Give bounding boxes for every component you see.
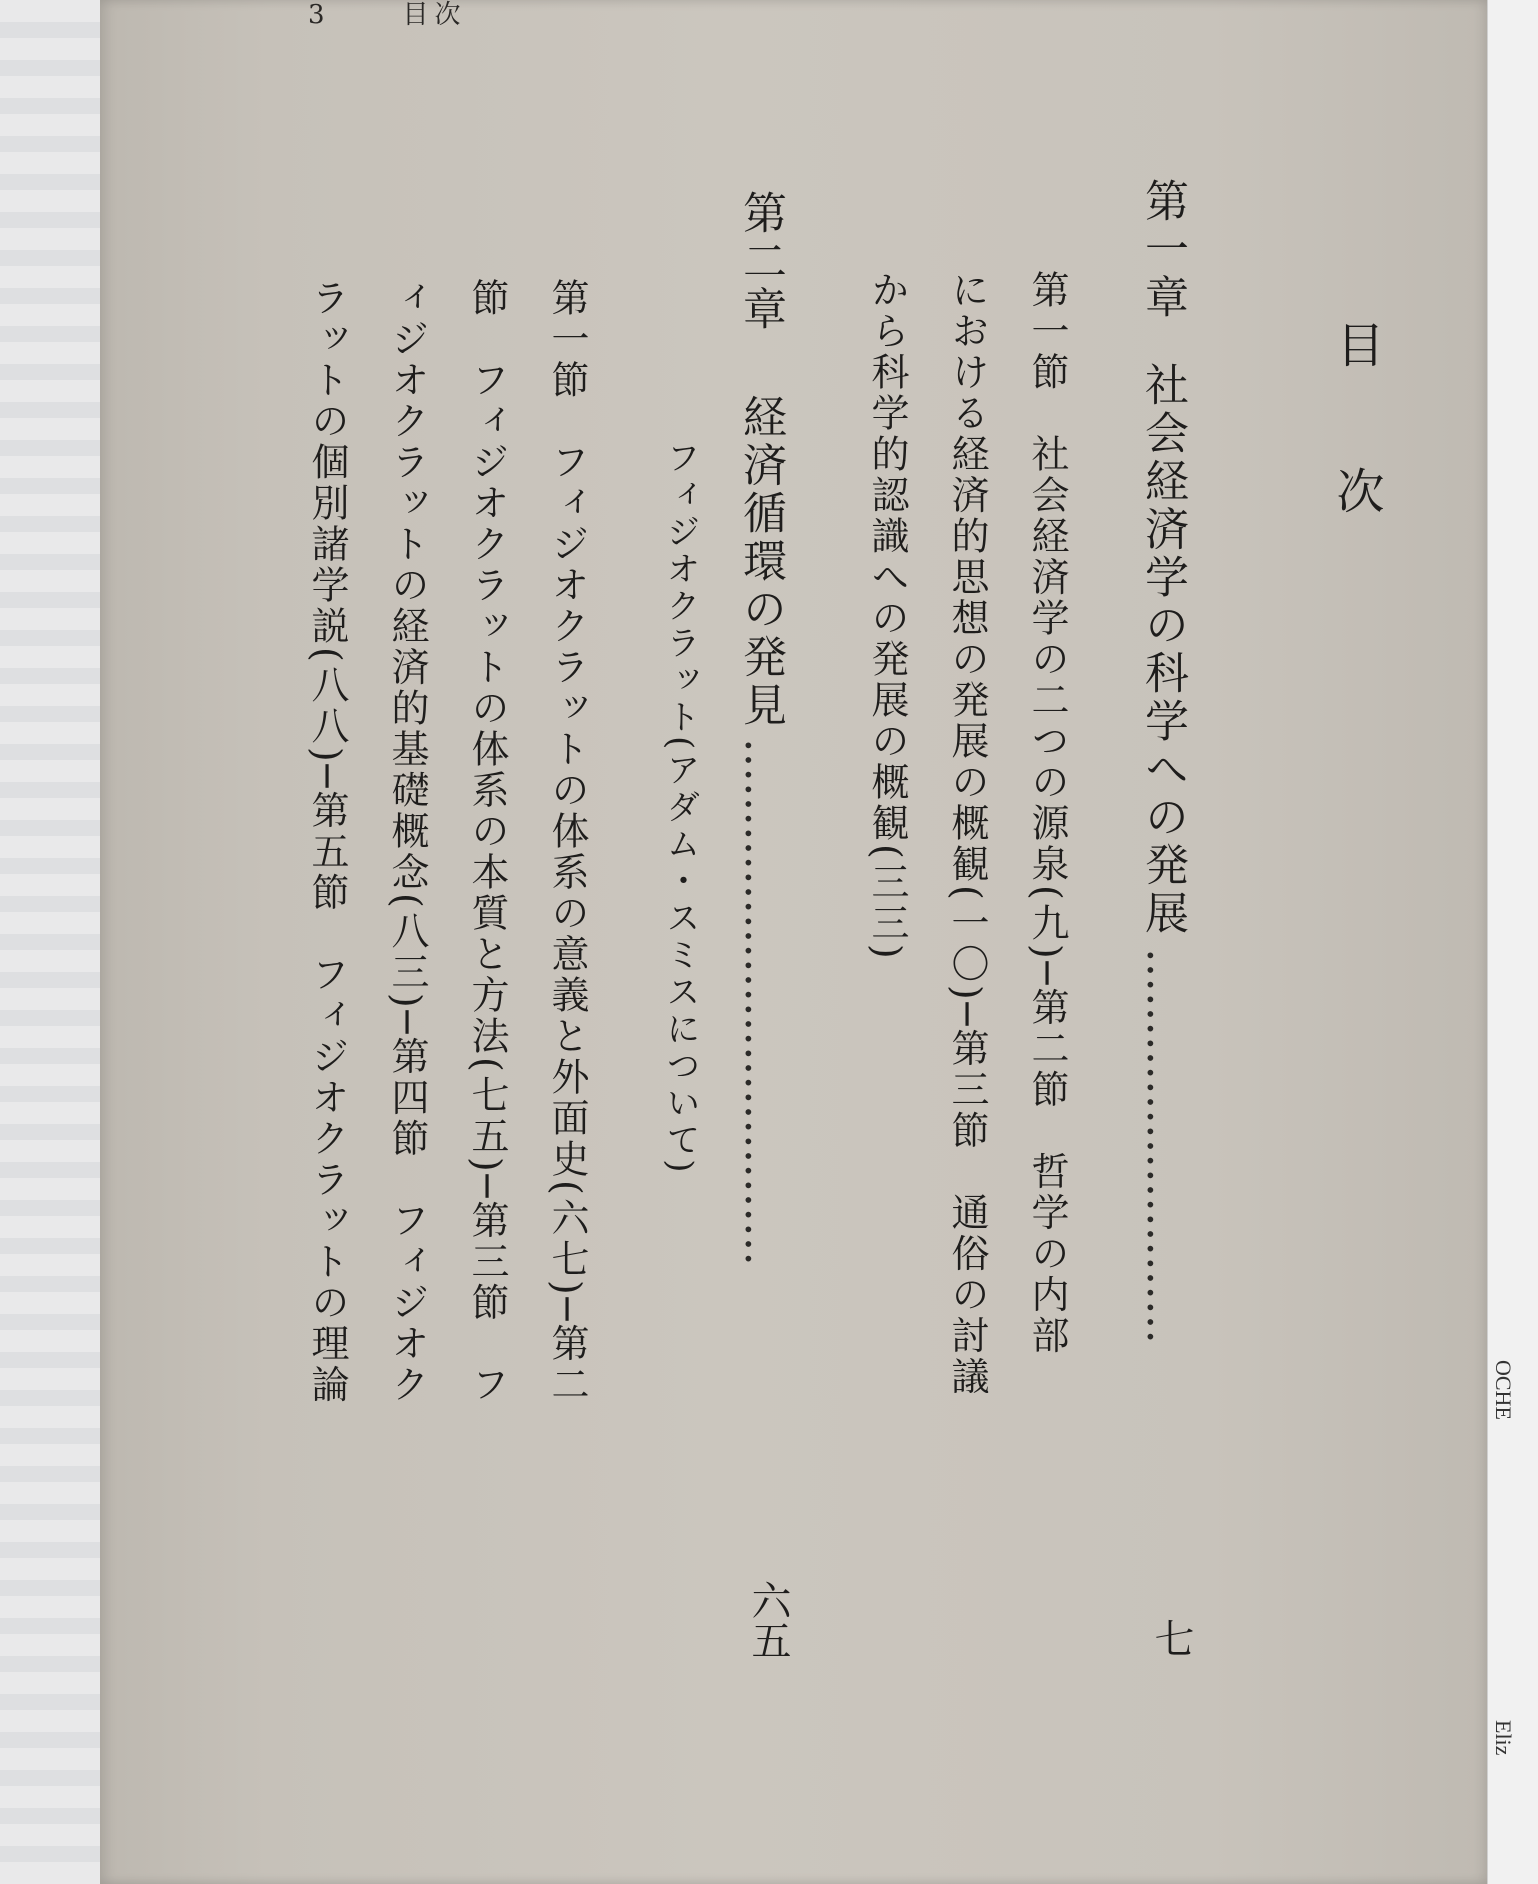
running-head [308, 0, 539, 31]
chapter-2-heading [735, 190, 786, 1266]
chapter-2-number: 第二章 [735, 190, 786, 334]
chapter-1-title: 社会経済学の科学への発展 [1137, 362, 1188, 938]
chapter-1-leader-dots: ……………………… [1137, 948, 1188, 1344]
toc-title: 目次 [1328, 320, 1384, 612]
chapter-1-page-number: 七 [1148, 1618, 1194, 1658]
book-page [100, 0, 1488, 1884]
chapter-1-heading [1137, 178, 1188, 1344]
chapter-2-sections-line-2: 節 フィジオクラットの体系の本質と方法(七五)─第三節 フ [465, 278, 509, 1406]
chapter-2-sections-line-4: ラットの個別諸学説(八八)─第五節 フィジオクラットの理論 [305, 278, 349, 1406]
chapter-2-title: 経済循環の発見 [735, 394, 786, 730]
chapter-1-number: 第一章 [1137, 178, 1188, 322]
running-head-label: 目次 [402, 0, 467, 30]
chapter-2-leader-dots: ……………………………… [735, 738, 786, 1266]
adjacent-sheet-right [1487, 0, 1538, 1884]
chapter-2-subtitle: フィジオクラット(アダム・スミスについて) [660, 440, 700, 1176]
chapter-1-sections-line-2: における経済的思想の発展の概観(一〇)─第三節 通俗の討議 [945, 270, 989, 1398]
adjacent-sheet-left [0, 0, 100, 1884]
chapter-1-sections-line-3: から科学的認識への発展の概観(三三) [865, 270, 909, 962]
running-head-page-number: 3 [308, 0, 331, 30]
right-edge-text-2: Eliz [1491, 1720, 1516, 1756]
chapter-1-sections-line-1: 第一節 社会経済学の二つの源泉(九)─第二節 哲学の内部 [1025, 270, 1069, 1357]
chapter-2-page-number: 六五 [745, 1580, 791, 1660]
right-edge-text-1: OCHE [1491, 1360, 1516, 1420]
chapter-2-sections-line-1: 第一節 フィジオクラットの体系の意義と外面史(六七)─第二 [545, 278, 589, 1406]
chapter-2-sections-line-3: ィジオクラットの経済的基礎概念(八三)─第四節 フィジオク [385, 278, 429, 1406]
